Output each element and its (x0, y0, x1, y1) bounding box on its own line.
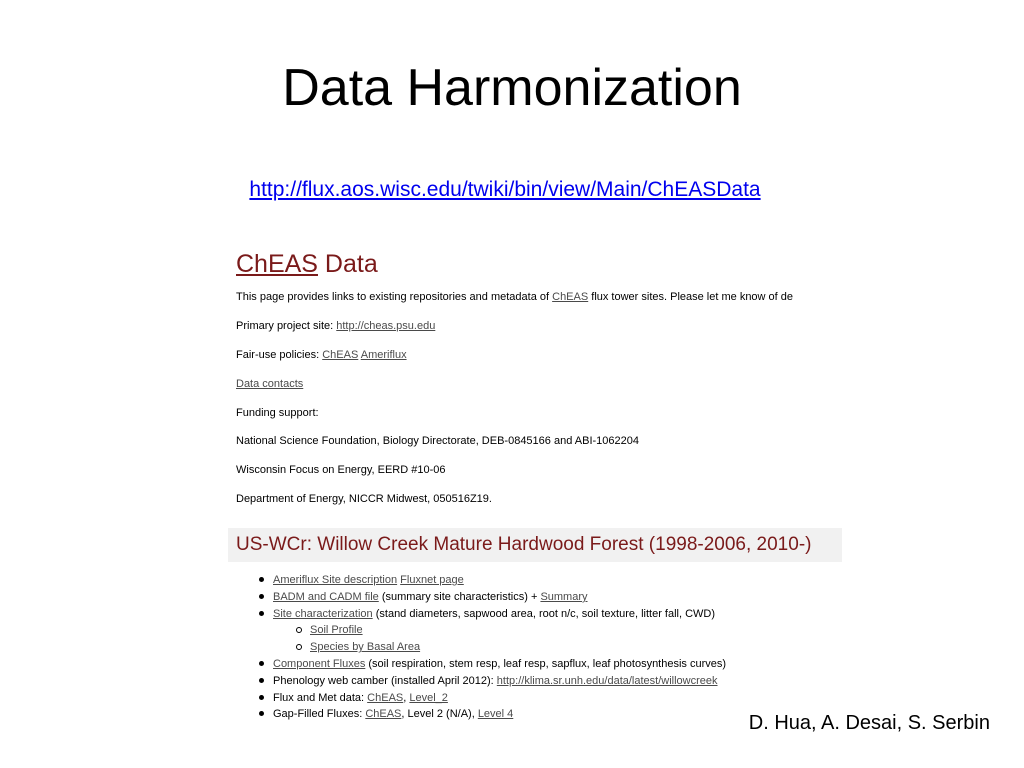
fair-use-line (236, 348, 407, 362)
fair-use-cheas-link[interactable]: ChEAS (322, 349, 359, 361)
list-item (228, 606, 842, 623)
site-characterization-text: (stand diameters, sapwood area, root n/c, soil texture, litter fall, CWD) (372, 607, 716, 620)
gap-filled-text: Gap-Filled Fluxes: (273, 708, 366, 721)
bullet-icon (259, 577, 264, 582)
intro-text: This page provides links to existing repositories and metadata of (236, 291, 553, 303)
funding-doe: Department of Energy, NICCR Midwest, 050516Z19. (236, 493, 492, 505)
slide-title: Data Harmonization (282, 59, 742, 117)
fair-use-ameriflux-link[interactable]: Ameriflux (360, 349, 407, 361)
bullet-icon (296, 644, 302, 650)
site-heading: US-WCr: Willow Creek Mature Hardwood Forest (1998-2006, 2010-) (236, 534, 812, 555)
badm-file-link[interactable]: BADM and CADM file (273, 590, 379, 603)
gap-filled-cheas-link[interactable]: ChEAS (365, 708, 402, 721)
list-item (228, 622, 842, 639)
data-contacts-line (236, 377, 303, 391)
flux-met-text: Flux and Met data: (273, 691, 368, 704)
bullet-icon (259, 678, 264, 683)
cheas-page-screenshot (228, 242, 842, 728)
soil-profile-link[interactable]: Soil Profile (310, 624, 363, 637)
cheas-heading-link[interactable]: ChEAS (236, 250, 318, 278)
page-heading (236, 250, 378, 279)
bullet-icon (259, 594, 264, 599)
primary-site-link[interactable]: http://cheas.psu.edu (336, 320, 436, 332)
source-url-link[interactable]: http://flux.aos.wisc.edu/twiki/bin/view/Main/ChEASData (249, 178, 761, 201)
bullet-icon (259, 661, 264, 666)
bullet-icon (296, 627, 302, 633)
flux-met-cheas-link[interactable]: ChEAS (367, 691, 404, 704)
intro-cheas-link[interactable]: ChEAS (552, 291, 589, 303)
list-item (228, 656, 842, 673)
gap-filled-mid-text: , Level 2 (N/A), (401, 708, 478, 721)
data-contacts-link[interactable]: Data contacts (236, 378, 304, 390)
slide-authors: D. Hua, A. Desai, S. Serbin (748, 712, 990, 734)
intro-paragraph (236, 290, 793, 304)
flux-met-level2-link[interactable]: Level_2 (409, 691, 448, 704)
bullet-icon (259, 711, 264, 716)
badm-text: (summary site characteristics) + (378, 590, 541, 603)
funding-focus-energy: Wisconsin Focus on Energy, EERD #10-06 (236, 464, 446, 476)
list-item: Flux and Met data: ChEAS, Level_2 (228, 690, 842, 707)
bullet-icon (259, 611, 264, 616)
species-basal-area-link[interactable]: Species by Basal Area (310, 641, 421, 654)
ameriflux-site-link[interactable]: Ameriflux Site description (273, 574, 398, 586)
site-characterization-link[interactable]: Site characterization (273, 607, 373, 620)
list-item (228, 639, 842, 656)
summary-link[interactable]: Summary (540, 590, 588, 603)
fair-use-label: Fair-use policies: (236, 349, 323, 361)
list-item (228, 673, 842, 690)
primary-site-line (236, 319, 435, 333)
phenology-camera-link[interactable]: http://klima.sr.unh.edu/data/latest/willowcreek (496, 674, 718, 687)
component-fluxes-link[interactable]: Component Fluxes (273, 657, 366, 670)
bullet-icon (259, 695, 264, 700)
gap-filled-level4-link[interactable]: Level 4 (477, 708, 514, 721)
funding-nsf: National Science Foundation, Biology Directorate, DEB-0845166 and ABI-1062204 (236, 435, 639, 447)
heading-suffix: Data (317, 250, 378, 278)
intro-text-end: flux tower sites. Please let me know of de (588, 291, 794, 303)
primary-site-label: Primary project site: (236, 320, 337, 332)
site-resource-list (228, 572, 842, 723)
fluxnet-page-link[interactable]: Fluxnet page (400, 574, 464, 586)
component-fluxes-text: (soil respiration, stem resp, leaf resp, sapflux, leaf photosynthesis curves) (365, 657, 727, 670)
funding-label: Funding support: (236, 407, 319, 419)
list-item (228, 572, 842, 589)
phenology-text: Phenology web camber (installed April 2012): (273, 674, 497, 687)
list-item (228, 589, 842, 606)
